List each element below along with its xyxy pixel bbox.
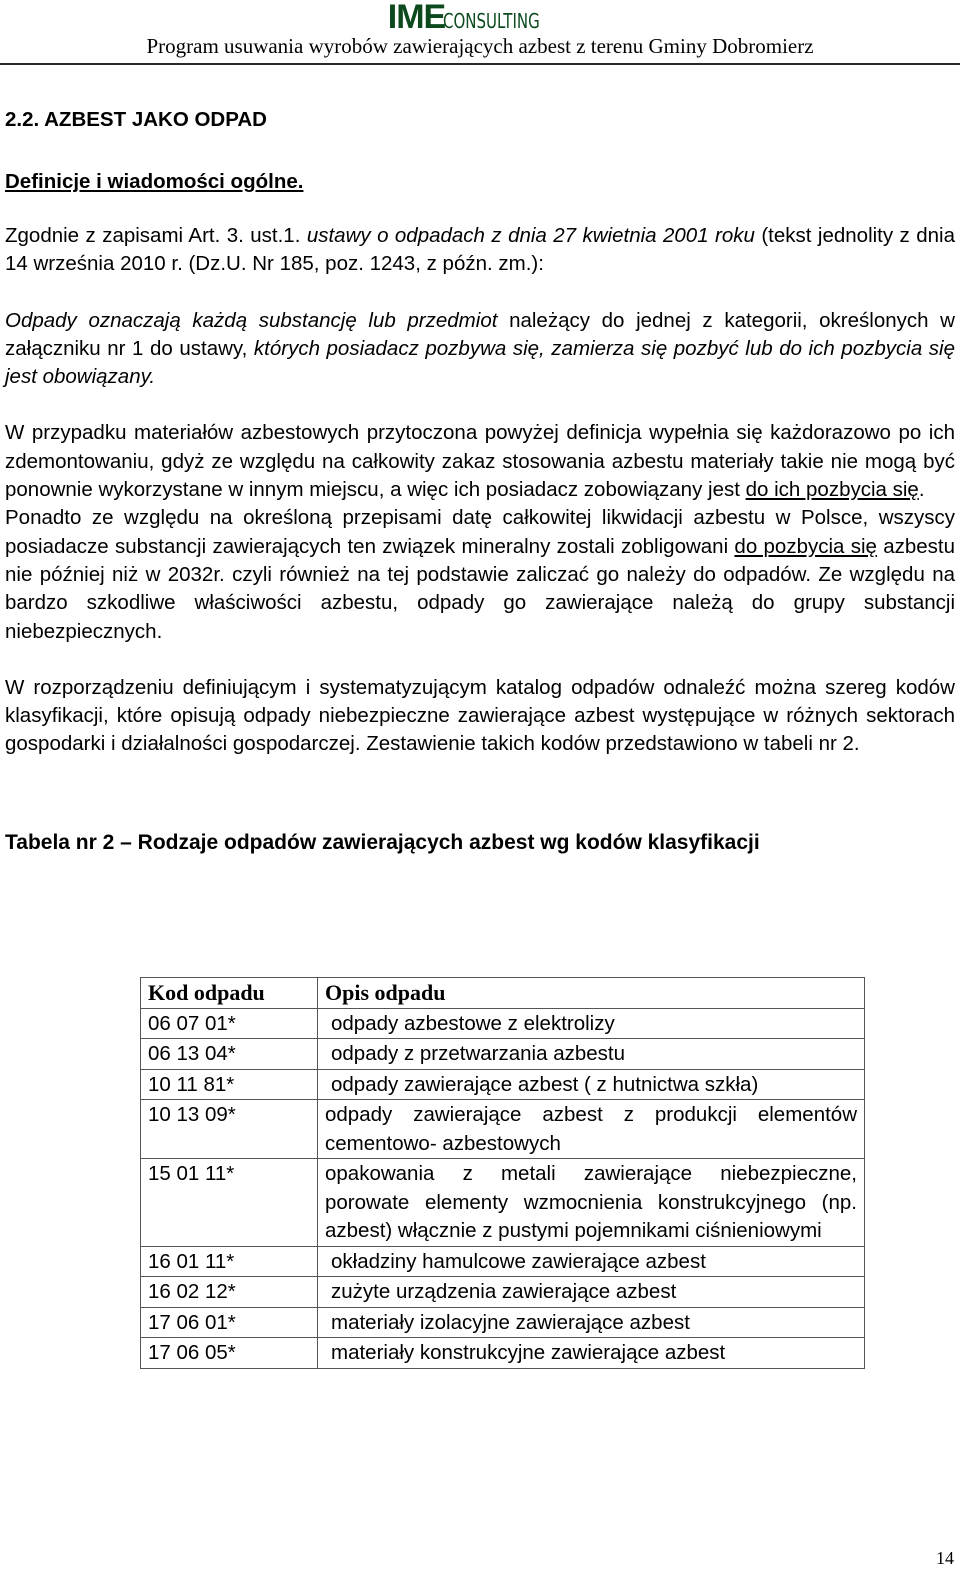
waste-description: odpady zawierające azbest z produkcji elementów cementowo- azbestowych xyxy=(318,1100,865,1159)
waste-description: odpady z przetwarzania azbestu xyxy=(318,1039,865,1070)
waste-code: 17 06 05* xyxy=(141,1338,318,1369)
table-row xyxy=(141,1338,865,1369)
waste-code: 10 13 09* xyxy=(141,1100,318,1159)
header-divider xyxy=(0,63,960,65)
table-row xyxy=(141,1100,865,1159)
waste-description: materiały izolacyjne zawierające azbest xyxy=(318,1307,865,1338)
waste-code: 15 01 11* xyxy=(141,1159,318,1247)
table-row xyxy=(141,1069,865,1100)
waste-code: 10 11 81* xyxy=(141,1069,318,1100)
definition-text-a: Odpady oznaczają każdą substancję lub przedmiot xyxy=(5,308,498,332)
para1-text-c: . xyxy=(918,478,925,502)
waste-description: materiały konstrukcyjne zawierające azbest xyxy=(318,1338,865,1369)
intro-law-name: ustawy o odpadach z dnia 27 kwietnia 2001 roku xyxy=(306,224,755,247)
waste-description: odpady zawierające azbest ( z hutnictwa szkła) xyxy=(318,1069,865,1100)
header-title xyxy=(0,34,960,58)
column-header-code: Kod odpadu xyxy=(141,978,318,1009)
definition-text-b: należący do jednej z kategorii, określonych w załączniku nr 1 do ustawy, xyxy=(5,308,955,360)
table-row xyxy=(141,1039,865,1070)
column-header-description: Opis odpadu xyxy=(318,978,865,1009)
table-row xyxy=(141,1159,865,1247)
waste-description: okładziny hamulcowe zawierające azbest xyxy=(318,1246,865,1277)
page-content xyxy=(5,106,955,857)
intro-text-c: (tekst jednolity z dnia 14 września 2010 r. (Dz.U. Nr 185, poz. 1243, z późn. zm.): xyxy=(5,224,955,276)
definition-paragraph xyxy=(5,307,955,392)
paragraph-2 xyxy=(5,504,955,645)
waste-description: odpady azbestowe z elektrolizy xyxy=(318,1008,865,1039)
waste-codes-table xyxy=(140,977,865,1369)
waste-description: zużyte urządzenia zawierające azbest xyxy=(318,1277,865,1308)
logo-sub: CONSULTING xyxy=(443,9,540,33)
logo-main: IME xyxy=(387,0,446,36)
section-heading: 2.2. AZBEST JAKO ODPAD xyxy=(5,108,267,131)
table-header-row xyxy=(141,978,865,1009)
para1-underlined: do ich pozbycia się xyxy=(745,478,919,502)
paragraph-3: W rozporządzeniu definiującym i systematyzującym katalog odpadów odnaleźć można szereg kodów klasyfikacji, które opisują odpady niebezpieczne zawierające azbest występujące w różnych sektorach gospodarki i działalności gospodarczej. Zestawienie takich kodów przedstawiono w tabeli nr 2. xyxy=(5,675,955,756)
intro-paragraph xyxy=(5,222,955,279)
table-row xyxy=(141,1277,865,1308)
waste-code: 16 02 12* xyxy=(141,1277,318,1308)
waste-code: 06 13 04* xyxy=(141,1039,318,1070)
intro-text-a: Zgodnie z zapisami Art. 3. ust.1. xyxy=(5,224,307,247)
table-row xyxy=(141,1008,865,1039)
definition-text-c: których posiadacz pozbywa się, zamierza się pozbyć lub do ich pozbycia się jest obowiązany. xyxy=(5,336,955,389)
table-caption: Tabela nr 2 – Rodzaje odpadów zawierających azbest wg kodów klasyfikacji xyxy=(5,830,760,854)
paragraph-1 xyxy=(5,419,955,504)
header-title-text: Program usuwania wyrobów zawierających azbest z terenu Gminy Dobromierz xyxy=(146,34,814,58)
table-row xyxy=(141,1246,865,1277)
page-header xyxy=(0,0,960,66)
para2-underlined: do pozbycia się xyxy=(734,534,877,558)
para2-text-a: Ponadto ze względu na określoną przepisami datę całkowitej likwidacji azbestu w Polsce, wszyscy posiadacze substancji zawierających ten związek mineralny zostali zobligowani xyxy=(5,506,955,558)
table-row xyxy=(141,1307,865,1338)
page-number: 14 xyxy=(936,1548,954,1568)
waste-code: 06 07 01* xyxy=(141,1008,318,1039)
waste-code: 16 01 11* xyxy=(141,1246,318,1277)
para1-text-a: W przypadku materiałów azbestowych przytoczona powyżej definicja wypełnia się każdorazowo po ich zdemontowaniu, gdyż ze względu na całkowity zakaz stosowania azbestu materiały takie nie mogą być ponownie wykorzystane w innym miejscu, a więc ich posiadacz zobowiązany jest xyxy=(5,421,955,502)
para2-text-c: azbestu nie później niż w 2032r. czyli również na tej podstawie zaliczać go należy do odpadów. Ze względu na bardzo szkodliwe właściwości azbestu, odpady go zawierające należą do grupy substancji niebezpiecznych. xyxy=(5,534,956,643)
subheading: Definicje i wiadomości ogólne. xyxy=(5,170,304,193)
waste-description: opakowania z metali zawierające niebezpieczne, porowate elementy wzmocnienia konstrukcyjnego (np. azbest) włącznie z pustymi pojemnikami ciśnieniowymi xyxy=(318,1159,865,1247)
waste-code: 17 06 01* xyxy=(141,1307,318,1338)
